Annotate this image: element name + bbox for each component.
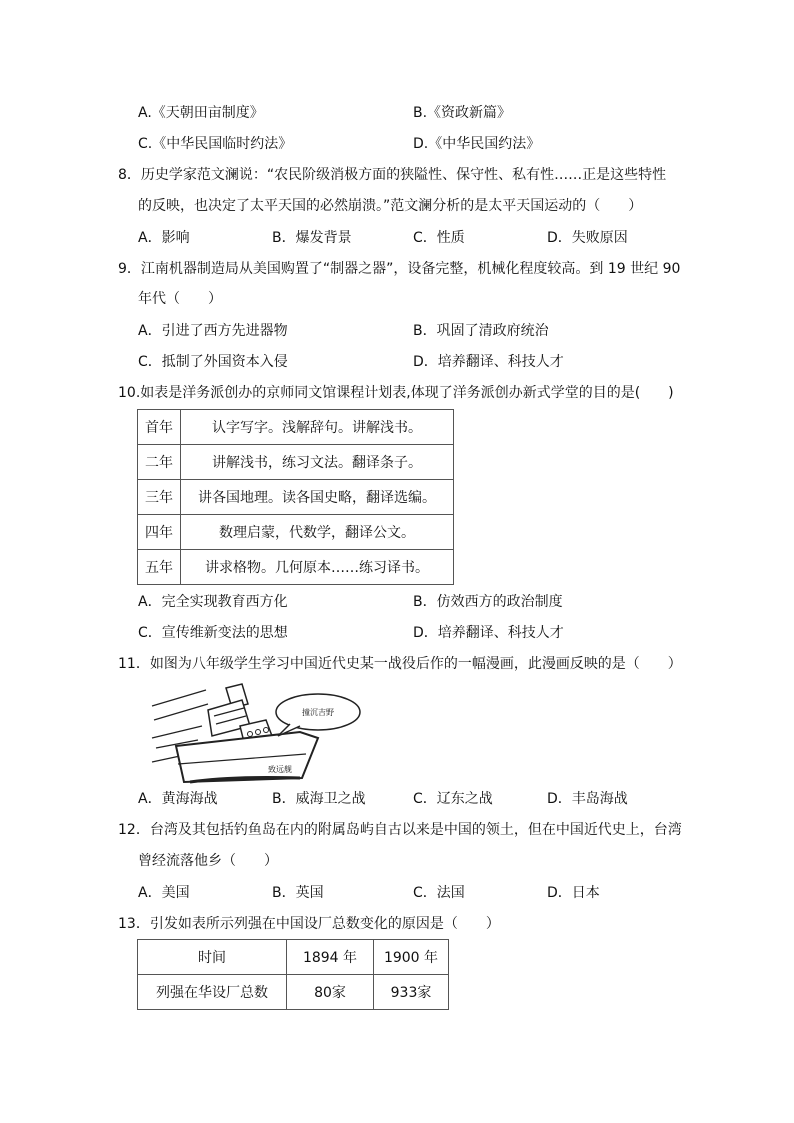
q8-stem-line1: 8．历史学家范文澜说：“农民阶级消极方面的狭隘性、保守性、私有性……正是这些特性 <box>118 167 667 183</box>
q8-stem-line2: 的反映，也决定了太平天国的必然崩溃。”范文澜分析的是太平天国运动的（ ） <box>138 198 643 214</box>
q12-option-d: D．日本 <box>547 885 600 901</box>
q11-option-b: B．威海卫之战 <box>272 791 366 807</box>
q9-stem-line2: 年代（ ） <box>138 291 222 307</box>
q11-option-d: D．丰岛海战 <box>547 791 628 807</box>
q7-option-a: A.《天朝田亩制度》 <box>138 105 264 121</box>
table-row <box>138 410 454 445</box>
q9-option-c: C．抵制了外国资本入侵 <box>138 354 288 370</box>
table-cell-content: 讲求格物。几何原本……练习译书。 <box>181 550 454 585</box>
q10-option-c: C．宣传维新变法的思想 <box>138 625 288 641</box>
table-row <box>138 445 454 480</box>
table-cell-year: 五年 <box>138 550 181 585</box>
q12-stem-line1: 12．台湾及其包括钓鱼岛在内的附属岛屿自古以来是中国的领土，但在中国近代史上，台湾 <box>118 822 682 838</box>
q9-option-b: B．巩固了清政府统治 <box>413 323 549 339</box>
q10-course-table <box>137 409 454 585</box>
q8-option-c: C．性质 <box>413 230 465 246</box>
table-cell: 列强在华设厂总数 <box>138 975 287 1010</box>
table-cell-content: 认字写字。浅解辞句。讲解浅书。 <box>181 410 454 445</box>
table-cell: 80家 <box>287 975 374 1010</box>
q7-option-c: C.《中华民国临时约法》 <box>138 136 293 152</box>
table-row <box>138 515 454 550</box>
table-cell-content: 讲解浅书，练习文法。翻译条子。 <box>181 445 454 480</box>
q10-option-b: B．仿效西方的政治制度 <box>413 594 563 610</box>
table-cell-year: 首年 <box>138 410 181 445</box>
table-header-cell: 1900 年 <box>374 940 449 975</box>
q12-stem-line2: 曾经流落他乡（ ） <box>138 853 278 869</box>
table-row <box>138 550 454 585</box>
q11-option-c: C．辽东之战 <box>413 791 493 807</box>
q13-factory-table <box>137 939 449 1010</box>
table-cell-year: 二年 <box>138 445 181 480</box>
porthole <box>256 730 261 735</box>
q12-option-a: A．美国 <box>138 885 190 901</box>
q11-option-a: A．黄海海战 <box>138 791 218 807</box>
porthole <box>264 728 269 733</box>
table-row <box>138 480 454 515</box>
q11-stem: 11．如图为八年级学生学习中国近代史某一战役后作的一幅漫画，此漫画反映的是（ ） <box>118 656 682 672</box>
q9-option-a: A．引进了西方先进器物 <box>138 323 288 339</box>
q7-option-d: D.《中华民国约法》 <box>413 136 541 152</box>
q12-option-c: C．法国 <box>413 885 465 901</box>
table-header-row <box>138 940 449 975</box>
ship-hull-shape <box>176 732 318 782</box>
q8-option-d: D．失败原因 <box>547 230 628 246</box>
q9-option-d: D．培养翻译、科技人才 <box>413 354 564 370</box>
q8-option-a: A．影响 <box>138 230 190 246</box>
q10-option-a: A．完全实现教育西方化 <box>138 594 288 610</box>
q10-stem: 10.如表是洋务派创办的京师同文馆课程计划表,体现了洋务派创办新式学堂的目的是( ) <box>118 385 674 401</box>
table-cell-content: 讲各国地理。读各国史略，翻译选编。 <box>181 480 454 515</box>
table-cell: 933家 <box>374 975 449 1010</box>
table-cell-year: 四年 <box>138 515 181 550</box>
table-cell-year: 三年 <box>138 480 181 515</box>
q10-option-d: D．培养翻译、科技人才 <box>413 625 564 641</box>
ship-name-label: 致远舰 <box>268 765 292 774</box>
q8-option-b: B．爆发背景 <box>272 230 352 246</box>
q7-option-b: B.《资政新篇》 <box>413 105 512 121</box>
table-cell-content: 数理启蒙，代数学，翻译公文。 <box>181 515 454 550</box>
q13-stem: 13．引发如表所示列强在中国设厂总数变化的原因是（ ） <box>118 916 500 932</box>
table-header-cell: 时间 <box>138 940 287 975</box>
table-row <box>138 975 449 1010</box>
porthole <box>248 732 253 737</box>
q9-stem-line1: 9．江南机器制造局从美国购置了“制器之器”，设备完整，机械化程度较高。到 19 世纪 90 <box>118 261 681 277</box>
ship-cartoon <box>150 682 370 786</box>
q12-option-b: B．英国 <box>272 885 324 901</box>
speech-bubble-text: 撞沉吉野 <box>302 708 334 717</box>
table-header-cell: 1894 年 <box>287 940 374 975</box>
